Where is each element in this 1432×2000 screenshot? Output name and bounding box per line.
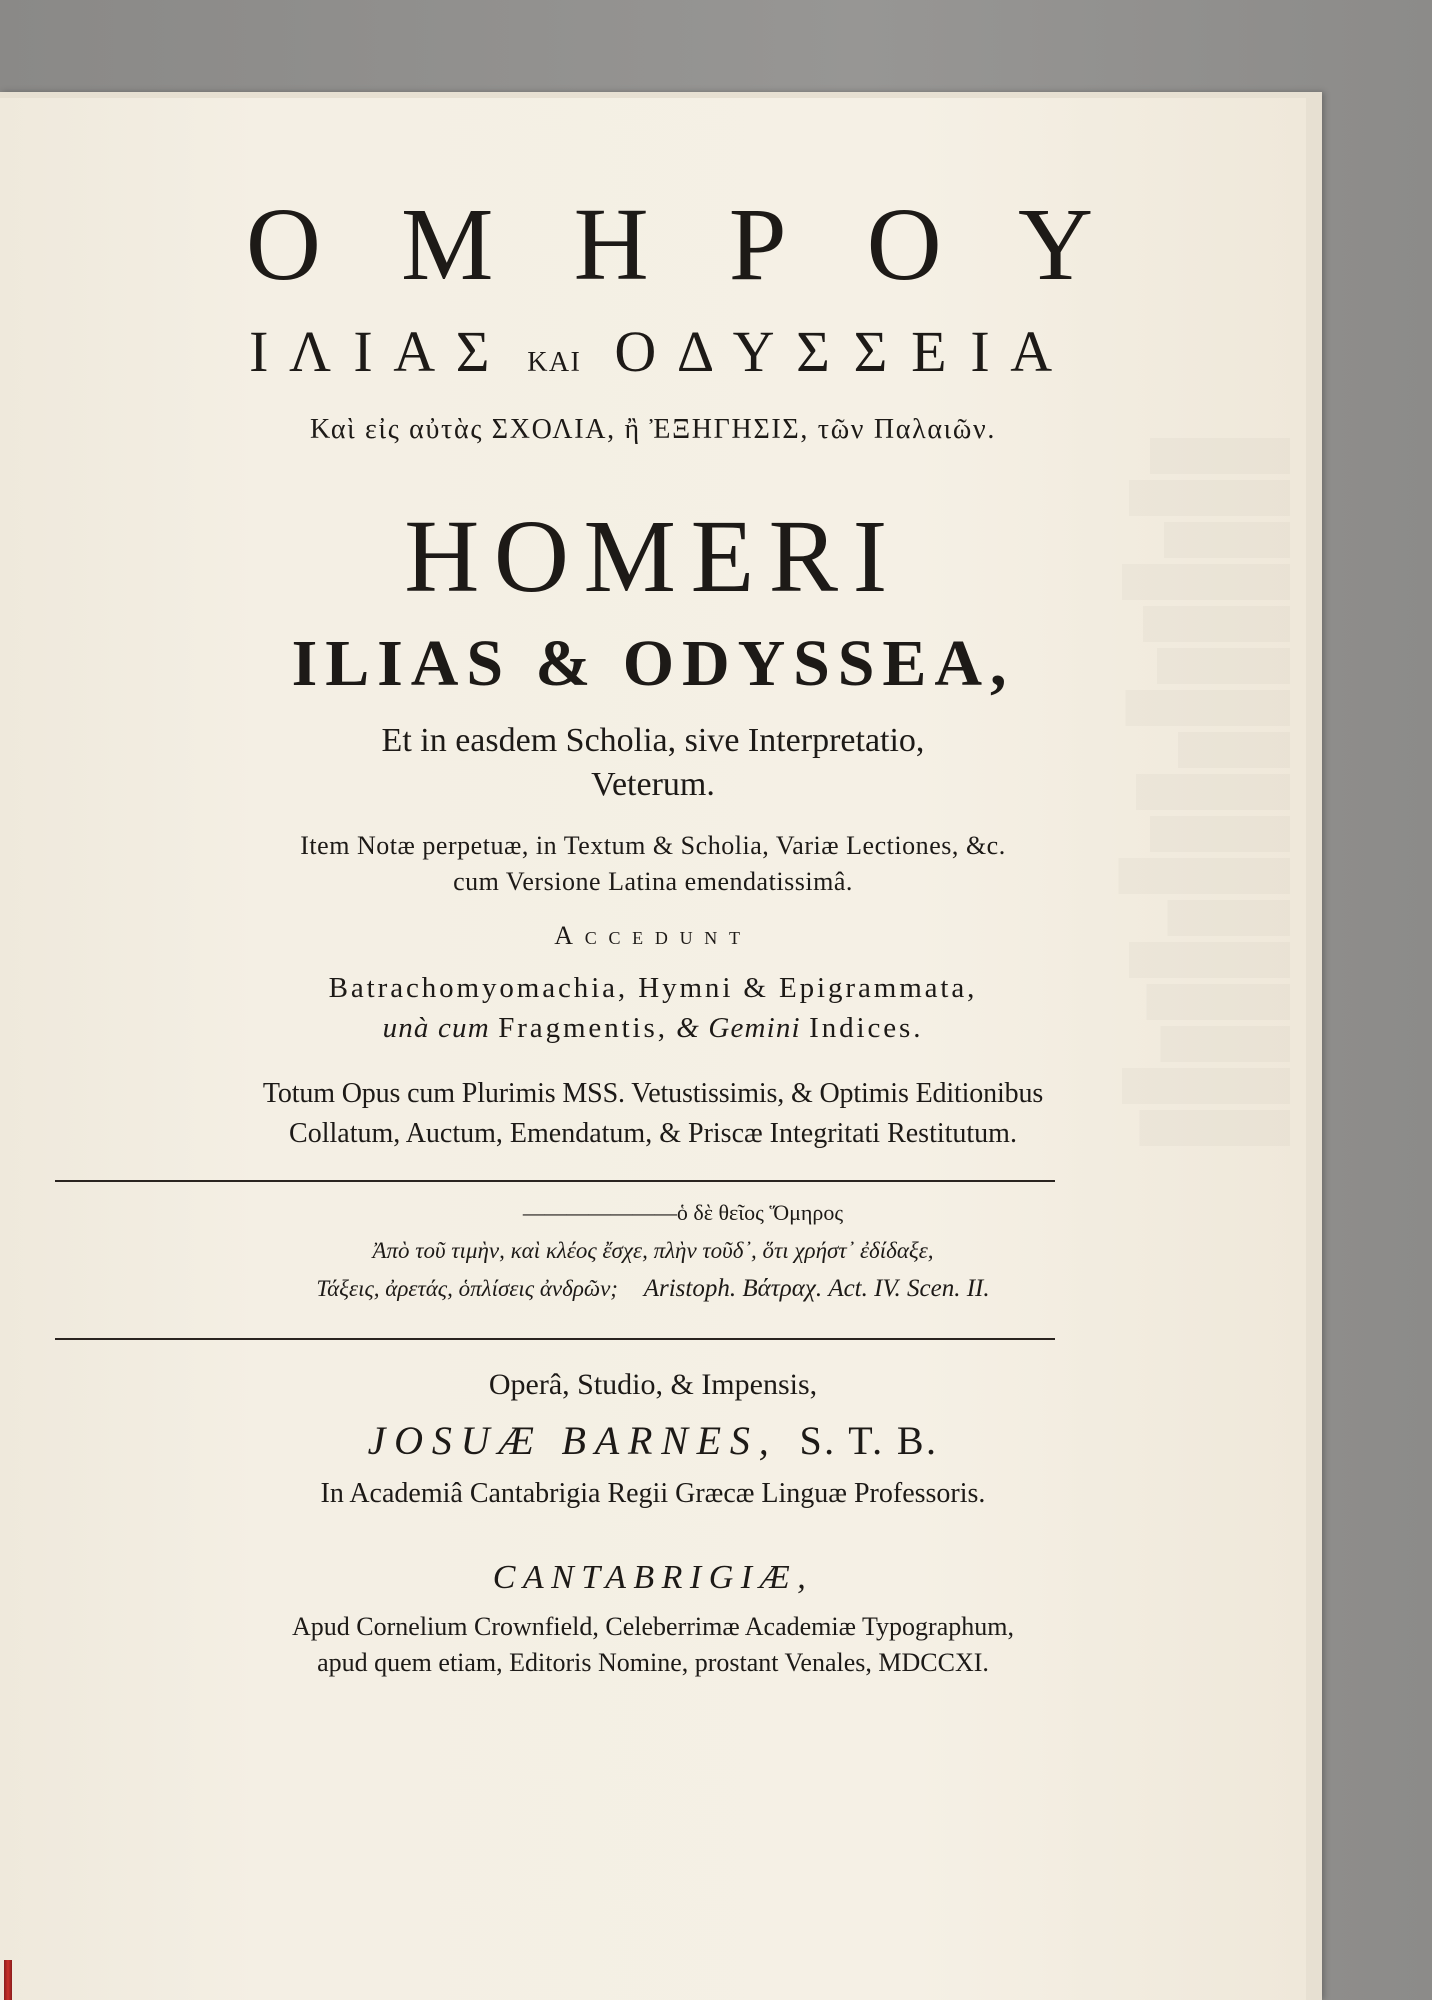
bottom-rule	[55, 1338, 1055, 1340]
subtitle-line1	[0, 718, 1306, 764]
works-latin: ILIAS & ODYSSEA,	[291, 627, 1015, 700]
imprint-line2: apud quem etiam, Editoris Nomine, prostant Venales, MDCCXI.	[317, 1648, 989, 1677]
una-cum: unà cum	[382, 1012, 490, 1044]
odysseia-greek: Ο Δ Υ Σ Σ Ε Ι Α	[614, 319, 1057, 384]
notes-line1: Item Notæ perpetuæ, in Textum & Scholia, Variæ Lectiones, &c.	[300, 831, 1006, 860]
editor-line1: Operâ, Studio, & Impensis,	[488, 1368, 818, 1401]
notes-line2: cum Versione Latina emendatissimâ.	[453, 867, 853, 896]
bookmark-ribbon	[4, 1960, 12, 2000]
epigraph-greek: Τάξεις, ἀρετάς, ὁπλίσεις ἀνδρῶν;	[316, 1276, 618, 1301]
epigraph-line2: Ἀπὸ τοῦ τιμὴν, καὶ κλέος ἔσχε, πλὴν τοῦδ᾽, ὅτι χρήστ᾽ ἐδίδαξε,	[372, 1238, 934, 1263]
editor-name: JOSUÆ BARNES,	[367, 1418, 778, 1463]
works-greek	[0, 312, 1306, 403]
kai-greek: ΚΑΙ	[527, 347, 582, 378]
collation-line1: Totum Opus cum Plurimis MSS. Vetustissimis, & Optimis Editionibus	[262, 1078, 1044, 1109]
gemini: & Gemini	[676, 1012, 801, 1044]
imprint-city: CANTABRIGIÆ,	[492, 1559, 814, 1596]
imprint-line1: Apud Cornelium Crownfield, Celeberrimæ Academiæ Typographum,	[292, 1612, 1014, 1641]
scholia-greek: Καὶ εἰς αὐτὰς ΣΧΟΛΙΑ, ἢ ἘΞΗΓΗΣΙΣ, τῶν Παλαιῶν.	[309, 414, 997, 445]
accedunt: Accedunt	[554, 921, 752, 950]
title-greek: Ο Μ Η Ρ Ο Υ	[245, 187, 1121, 302]
epigraph-citation: Aristoph. Βάτραχ. Act. IV. Scen. II.	[643, 1275, 990, 1302]
title-latin: HOMERI	[404, 499, 902, 614]
editor-name-line	[0, 1414, 1306, 1468]
top-rule	[55, 1180, 1055, 1182]
epigraph-line3	[0, 1270, 1306, 1308]
appendix-line1: Batrachomyomachia, Hymni & Epigrammata,	[328, 972, 978, 1004]
editor-line3: In Academiâ Cantabrigia Regii Græcæ Linguæ Professoris.	[320, 1478, 986, 1509]
subtitle-text: Et in easdem Scholia, sive Interpretatio,	[381, 722, 925, 759]
editor-degree: S. T. B.	[799, 1418, 939, 1463]
indices: Indices.	[809, 1012, 924, 1044]
collation-line2: Collatum, Auctum, Emendatum, & Priscæ Integritati Restitutum.	[289, 1118, 1017, 1149]
title-page	[0, 98, 1306, 2000]
ilias-greek: Ι Λ Ι Α Σ	[249, 319, 495, 384]
epigraph-line1: ———————ὁ δὲ θεῖος Ὅμηρος	[522, 1200, 844, 1225]
appendix-line2	[0, 1008, 1306, 1048]
subtitle-line2: Veterum.	[591, 766, 715, 803]
fragmentis: Fragmentis,	[498, 1012, 668, 1044]
